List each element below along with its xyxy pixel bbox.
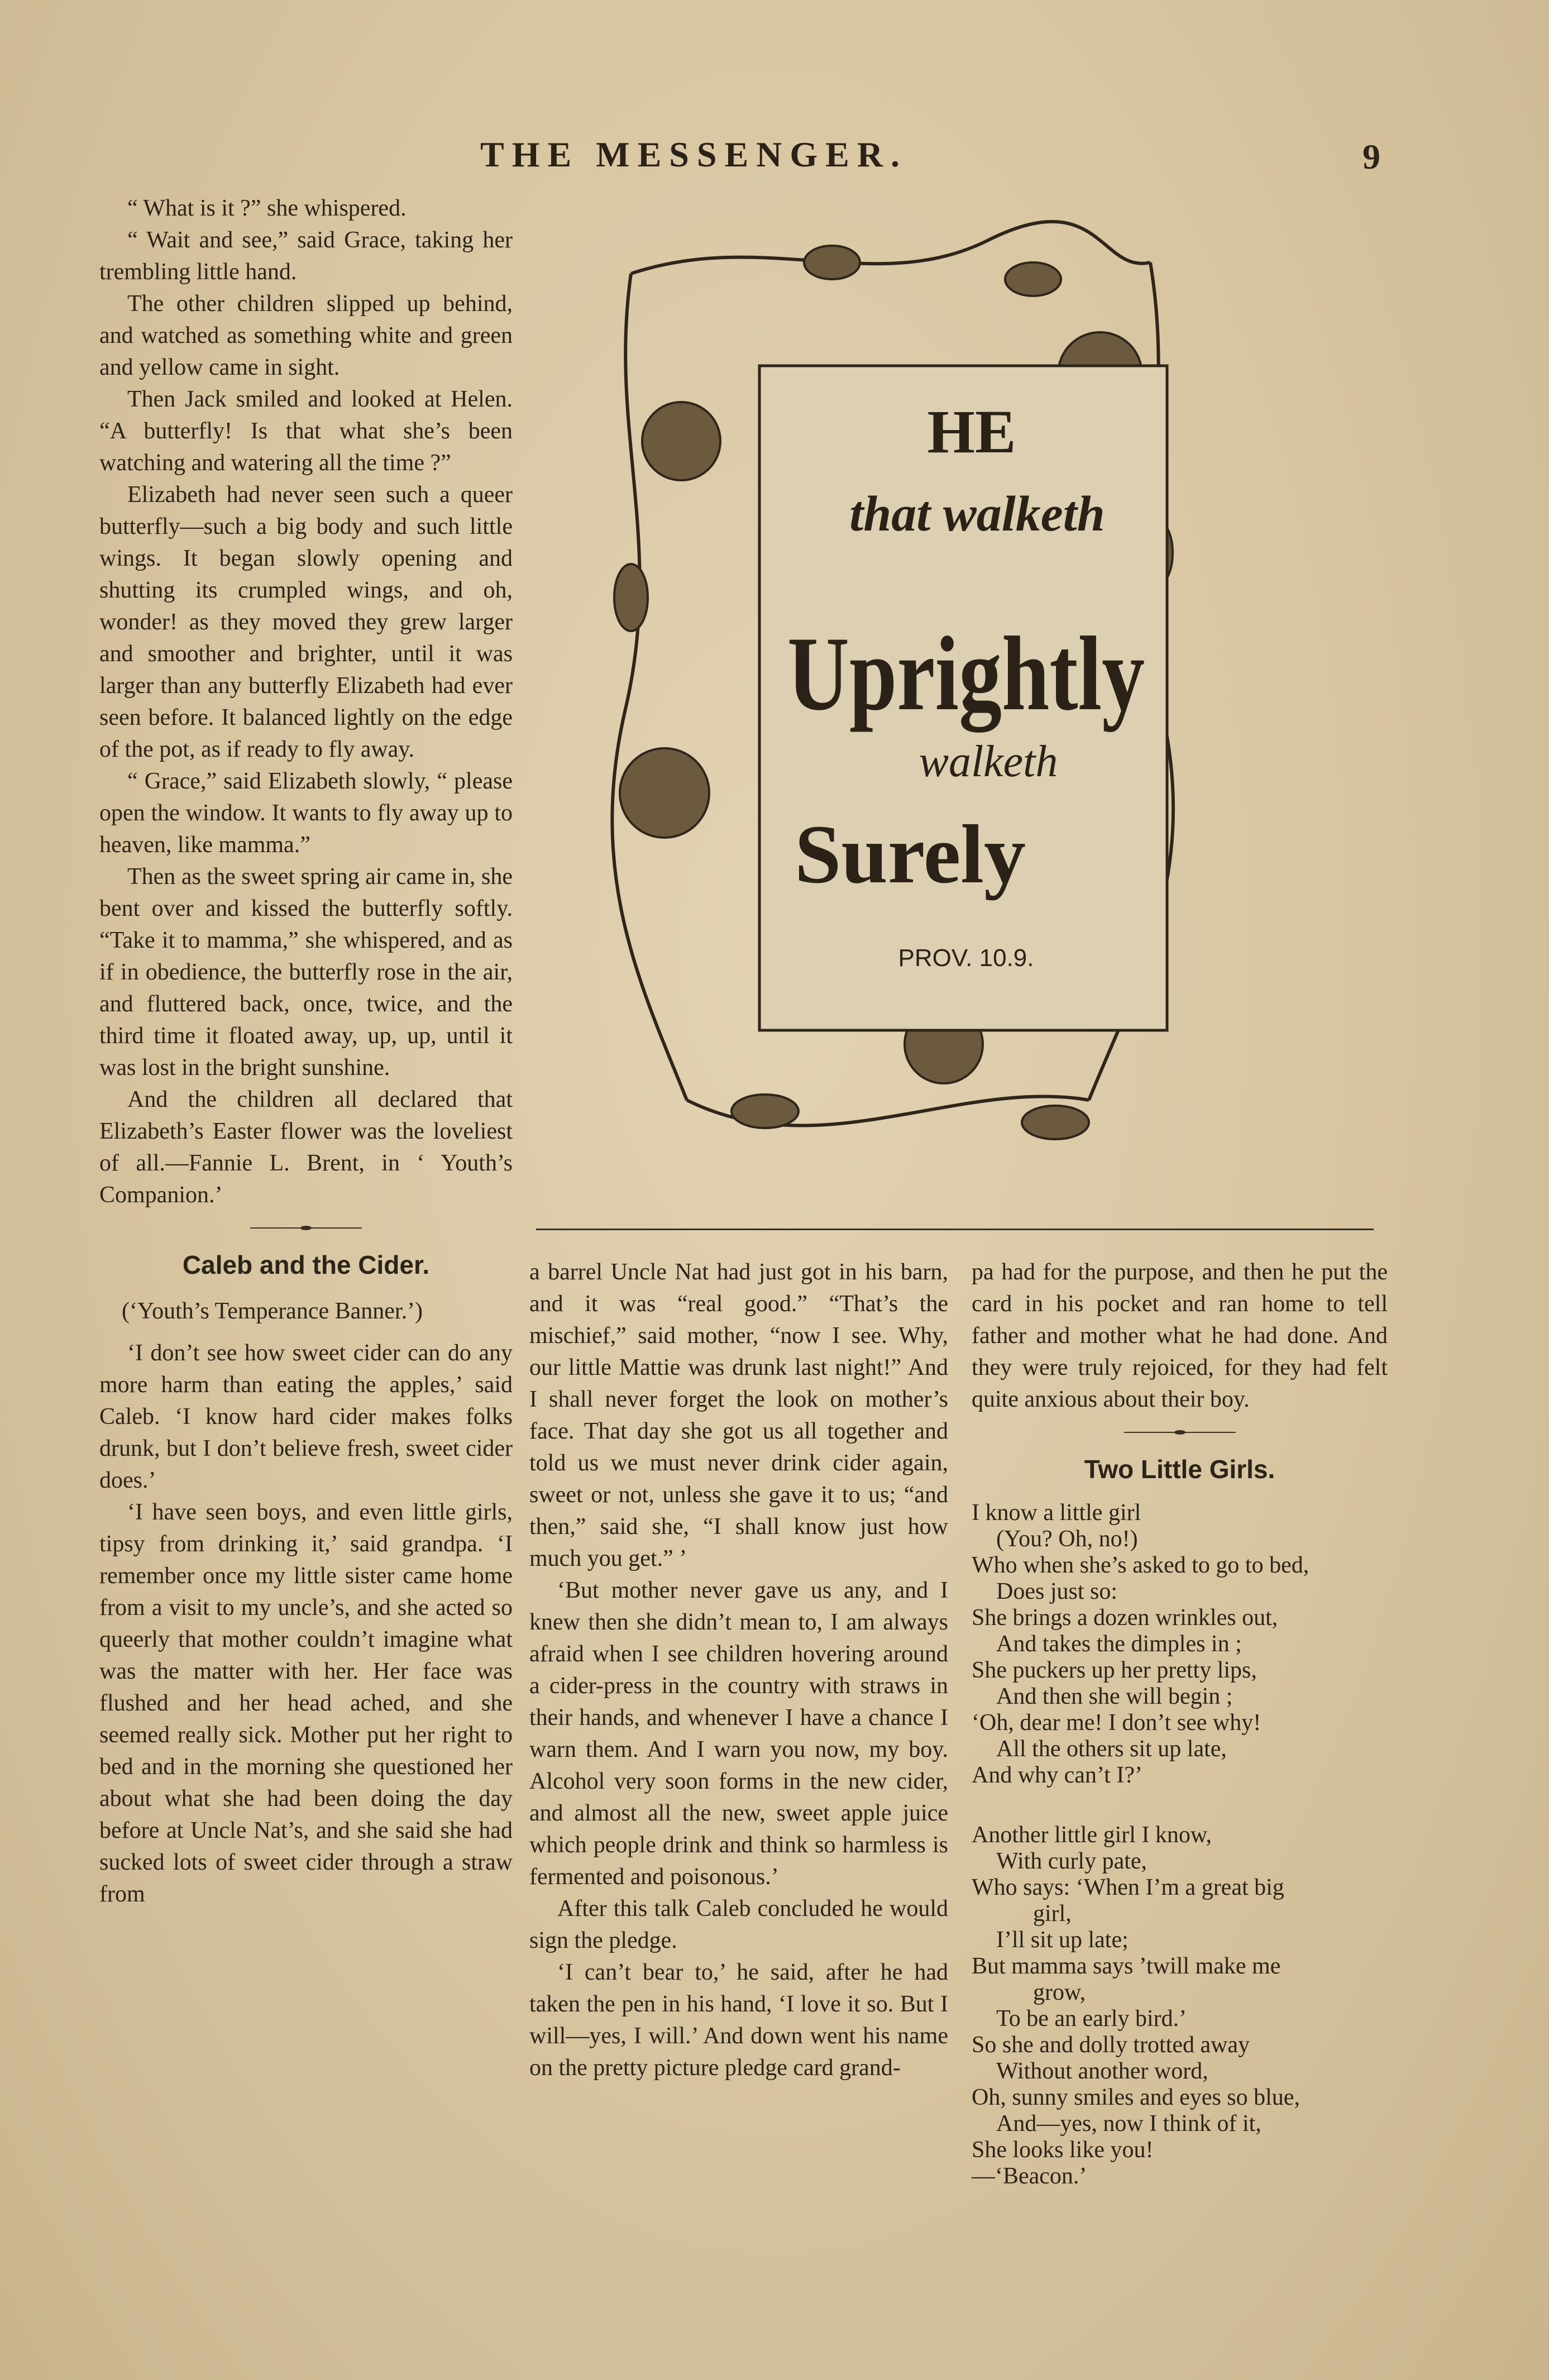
publication-title: THE MESSENGER. xyxy=(480,135,908,174)
paragraph: ‘I don’t see how sweet cider can do any more harm than eating the apples,’ said Caleb. ‘I know hard cider makes folks drunk, but I don’t believe fresh, sweet cider does.’ xyxy=(99,1340,513,1493)
scripture-reference: PROV. 10.9. xyxy=(898,944,1034,972)
paragraph: ‘I have seen boys, and even little girls, tipsy from drinking it,’ said grandpa. ‘I remember once my little sister came home from a visit to my uncle’s, and she acted so queerly that mother couldn’t imagine what was the matter with her. Her face was flushed and her head ached, and she seemed really sick. Mother put her right to bed and in the morning she questioned her about what she had been doing the day before at Uncle Nat’s, and she said she had sucked lots of sweet cider through a straw from xyxy=(99,1499,513,1907)
poem-line: And—yes, now I think of it, xyxy=(996,2111,1261,2137)
leaf-bottom-2 xyxy=(1022,1106,1089,1139)
paragraph: Then as the sweet spring air came in, she bent over and kissed the butterfly softly. “Take it to mamma,” she whispered, and as if in obedience, the butterfly rose in the air, and fluttered back, once, twice, and the third time it floated away, up, up, until it was lost in the bright sunshine. xyxy=(99,864,513,1081)
masthead xyxy=(0,134,1549,179)
poem-line: Who says: ‘When I’m a great big xyxy=(972,1875,1284,1900)
poem-title: Two Little Girls. xyxy=(1084,1455,1275,1484)
floral-frame-svg xyxy=(597,207,1184,1212)
poem-line: And takes the dimples in ; xyxy=(996,1631,1242,1657)
vine-top xyxy=(631,222,1150,274)
poem-line: She brings a dozen wrinkles out, xyxy=(972,1605,1278,1631)
leaf-top-2 xyxy=(1005,262,1061,296)
paragraph: Elizabeth had never seen such a queer butterfly—such a big body and such little wings. It began slowly opening and shutting its crumpled wings, and oh, wonder! as they moved they grew larger and smoother and brighter, until it was larger than any butterfly Elizabeth had ever seen before. It balanced lightly on the edge of the pot, as if ready to fly away. xyxy=(99,482,513,762)
poem-line: So she and dolly trotted away xyxy=(972,2032,1250,2058)
motto-walketh: walketh xyxy=(919,737,1058,786)
section-divider xyxy=(1124,1430,1236,1435)
poem-line: To be an early bird.’ xyxy=(996,2006,1187,2032)
motto-uprightly: Uprightly xyxy=(787,615,1145,733)
paragraph: Then Jack smiled and looked at Helen. “A butterfly! Is that what she’s been watching and watering all the time ?” xyxy=(99,386,513,476)
poem-line: Oh, sunny smiles and eyes so blue, xyxy=(972,2085,1300,2110)
poem-line: Does just so: xyxy=(996,1579,1118,1604)
poem-line: ‘Oh, dear me! I don’t see why! xyxy=(972,1710,1261,1736)
paragraph: ‘I can’t bear to,’ he said, after he had taken the pen in his hand, ‘I love it so. But I will—yes, I will.’ And down went his name on the pretty picture pledge card grand- xyxy=(529,1960,948,2081)
poem-line: She looks like you! xyxy=(972,2137,1154,2163)
article-heading-caleb: Caleb and the Cider. xyxy=(182,1250,430,1279)
poem-line: With curly pate, xyxy=(996,1848,1148,1874)
poem-line: And why can’t I?’ xyxy=(972,1762,1142,1788)
flower-left-lower xyxy=(620,748,709,838)
poem-line: But mamma says ’twill make me xyxy=(972,1953,1281,1979)
poem-line: Another little girl I know, xyxy=(972,1822,1212,1848)
paragraph: “ Wait and see,” said Grace, taking her trembling little hand. xyxy=(99,227,513,285)
poem-line: And then she will begin ; xyxy=(996,1684,1233,1709)
column-1 xyxy=(99,193,513,1910)
poem-line: All the others sit up late, xyxy=(996,1736,1227,1762)
motto-he: HE xyxy=(927,398,1016,466)
poem-line: I know a little girl xyxy=(972,1500,1141,1526)
paragraph: a barrel Uncle Nat had just got in his barn, and it was “real good.” “That’s the mischief,” said mother, “now I see. Why, our little Mattie was drunk last night!” And I shall never forget the look on mother’s face. That day she got us all together and told us we must never drink cider again, sweet or not, unless she gave it to us; “and then,” said she, “I shall know just how much you get.” ’ xyxy=(529,1259,948,1571)
article-source: (‘Youth’s Temperance Banner.’) xyxy=(122,1298,423,1324)
paragraph: ‘But mother never gave us any, and I knew then she didn’t mean to, I am always afraid when I see children hovering around a cider-press in the country with straws in their hands, and whenever I have a chance I warn them. And I warn you now, my boy. Alcohol very soon forms in the new cider, and almost all the new, sweet apple juice which people drink and think so harmless is fermented and poisonous.’ xyxy=(529,1578,948,1890)
vine-left xyxy=(612,274,687,1100)
poem-line: Without another word, xyxy=(996,2058,1208,2084)
paragraph: The other children slipped up behind, and watched as something white and green and yellow came in sight. xyxy=(99,291,513,380)
poem-line: girl, xyxy=(1033,1901,1072,1927)
paragraph: After this talk Caleb concluded he would sign the pledge. xyxy=(529,1896,948,1953)
motto-surely: Surely xyxy=(795,808,1026,901)
stanza-break xyxy=(972,1789,1388,1822)
column-2 xyxy=(529,1256,948,2084)
flower-left-upper xyxy=(642,402,720,480)
poem-line: She puckers up her pretty lips, xyxy=(972,1657,1257,1683)
leaf-top-1 xyxy=(804,246,860,279)
paragraph: “ Grace,” said Elizabeth slowly, “ please open the window. It wants to fly away up to heaven, like mamma.” xyxy=(99,768,513,858)
paragraph: pa had for the purpose, and then he put the card in his pocket and ran home to tell father and mother what he had done. And they were truly rejoiced, for they had felt quite anxious about their boy. xyxy=(972,1259,1388,1412)
poem xyxy=(972,1500,1388,2190)
page-number: 9 xyxy=(1362,137,1380,176)
poem-line: Who when she’s asked to go to bed, xyxy=(972,1552,1309,1578)
motto-that-walketh: that walketh xyxy=(849,486,1105,542)
leaf-bottom-1 xyxy=(732,1095,799,1128)
paragraph: And the children all declared that Elizabeth’s Easter flower was the loveliest of all.—Fannie L. Brent, in ‘ Youth’s Companion.’ xyxy=(99,1087,513,1208)
section-divider xyxy=(250,1226,362,1230)
poem-line: grow, xyxy=(1033,1980,1086,2005)
poem-attribution: —‘Beacon.’ xyxy=(972,2163,1087,2189)
illustration-rule xyxy=(536,1229,1374,1230)
column-3 xyxy=(972,1256,1388,2190)
paragraph: “ What is it ?” she whispered. xyxy=(127,195,407,221)
poem-line: (You? Oh, no!) xyxy=(996,1526,1138,1552)
floral-text-illustration xyxy=(597,207,1184,1212)
leaf-left xyxy=(614,564,648,631)
poem-line: I’ll sit up late; xyxy=(996,1927,1129,1953)
